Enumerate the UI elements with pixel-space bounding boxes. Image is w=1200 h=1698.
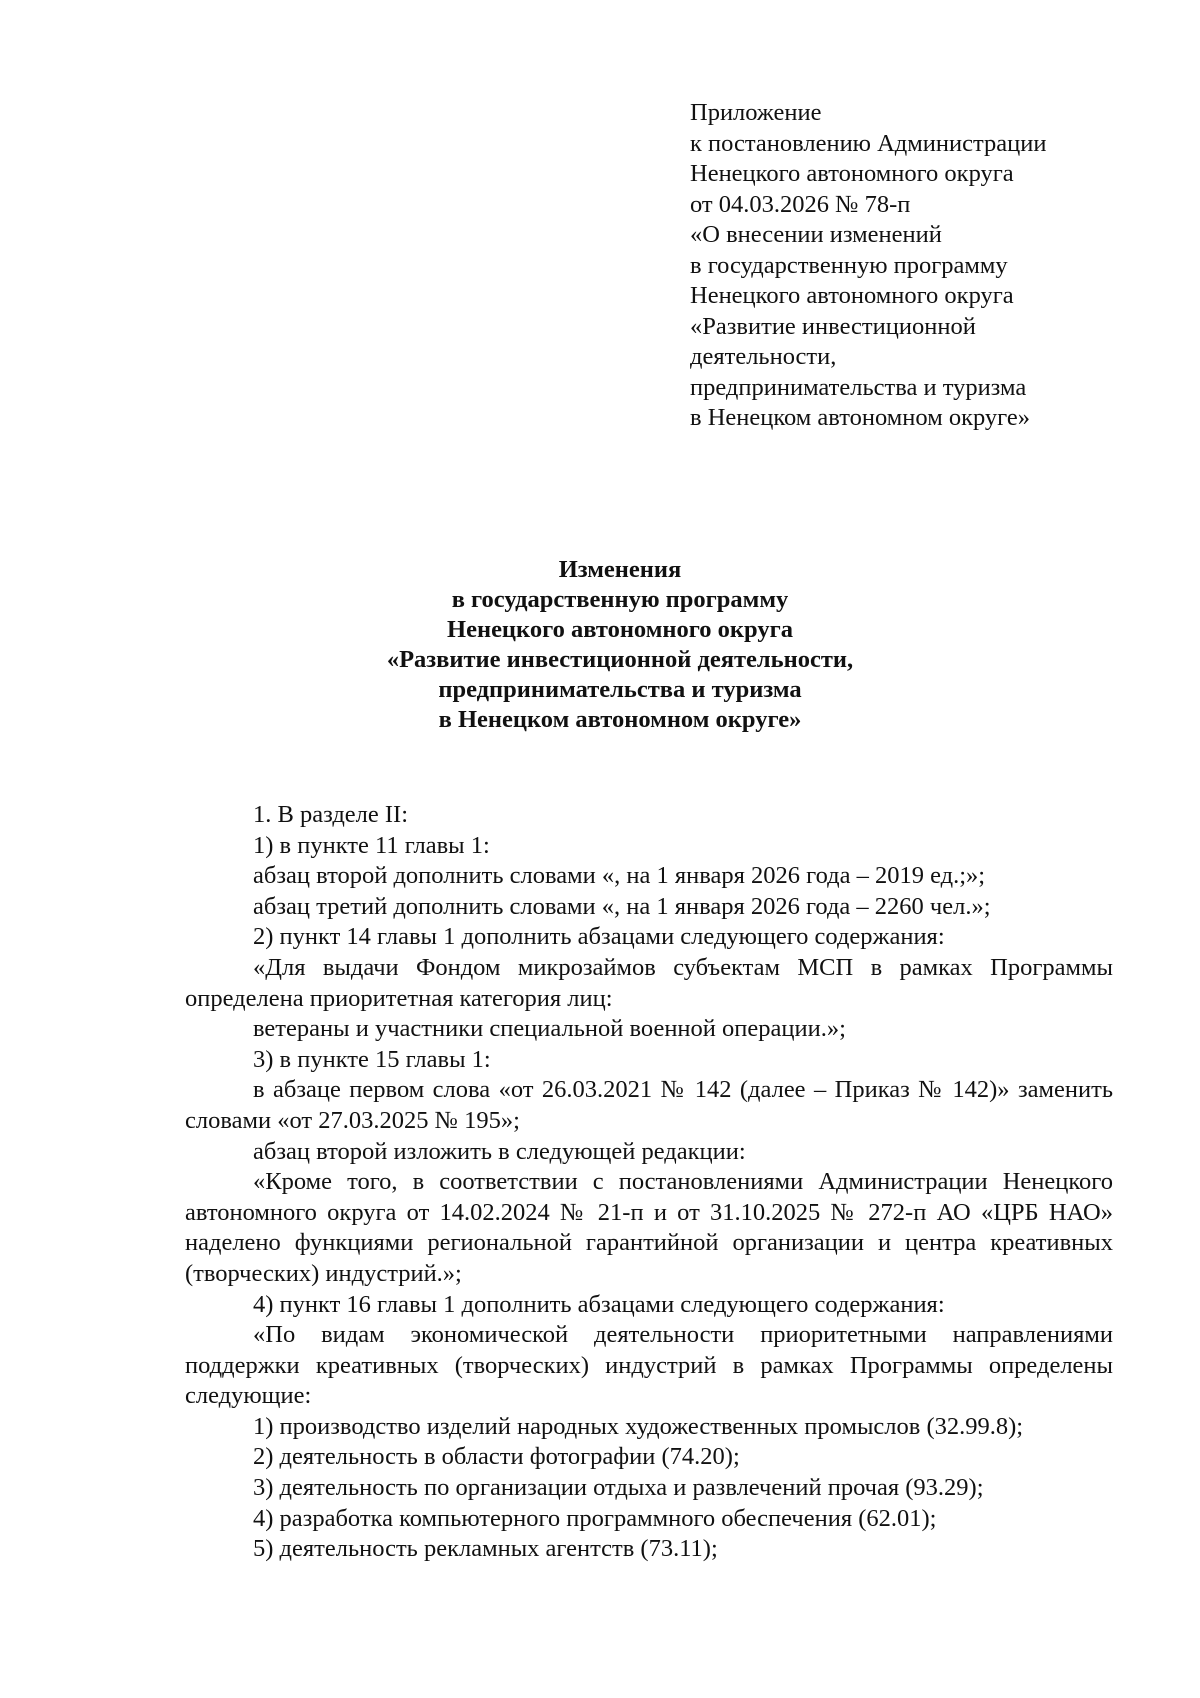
- body-paragraph: 4) пункт 16 главы 1 дополнить абзацами следующего содержания:: [253, 1290, 945, 1318]
- body-paragraph: 1) производство изделий народных художественных промыслов (32.99.8);: [253, 1412, 1024, 1440]
- appendix-line: «Развитие инвестиционной: [690, 312, 976, 340]
- appendix-line: предпринимательства и туризма: [690, 373, 1027, 401]
- title-line: Изменения: [558, 556, 682, 583]
- document-title: [200, 555, 1040, 735]
- title-line: в государственную программу: [451, 586, 789, 613]
- body-paragraph: абзац третий дополнить словами «, на 1 января 2026 года – 2260 чел.»;: [253, 892, 991, 920]
- appendix-line: к постановлению Администрации: [690, 129, 1047, 157]
- title-line: Ненецкого автономного округа: [447, 616, 793, 643]
- body-paragraph: 2) деятельность в области фотографии (74.20);: [253, 1443, 740, 1471]
- appendix-line: Ненецкого автономного округа: [690, 160, 1014, 187]
- body-paragraph: 4) разработка компьютерного программного обеспечения (62.01);: [253, 1504, 937, 1532]
- body-paragraph: ветераны и участники специальной военной операции.»;: [253, 1015, 846, 1043]
- appendix-header: [690, 98, 1170, 434]
- title-line: в Ненецком автономном округе»: [438, 706, 802, 733]
- body-paragraph: «По видам экономической деятельности приоритетными направлениями поддержки креативных (творческих) индустрий в рамках Программы определены следующие:: [185, 1321, 1113, 1410]
- title-line: «Развитие инвестиционной деятельности,: [386, 646, 854, 673]
- appendix-line: от 04.03.2026 № 78-п: [690, 190, 911, 218]
- appendix-line: в государственную программу: [690, 251, 1008, 279]
- appendix-line: Ненецкого автономного округа: [690, 282, 1014, 309]
- appendix-line: «О внесении изменений: [690, 221, 942, 248]
- body-paragraph: «Кроме того, в соответствии с постановлениями Администрации Ненецкого автономного округа от 14.02.2024 № 21-п и от 31.10.2025 № 272-п АО «ЦРБ НАО» наделено функциями региональной гарантийной организации и центра креативных (творческих) индустрий.»;: [185, 1168, 1113, 1287]
- body-paragraph: 3) в пункте 15 главы 1:: [253, 1045, 491, 1073]
- body-paragraph: 2) пункт 14 главы 1 дополнить абзацами следующего содержания:: [253, 923, 945, 951]
- body-paragraph: 3) деятельность по организации отдыха и развлечений прочая (93.29);: [253, 1474, 984, 1502]
- body-paragraph: в абзаце первом слова «от 26.03.2021 № 142 (далее – Приказ № 142)» заменить словами «от 27.03.2025 № 195»;: [185, 1076, 1113, 1134]
- body-paragraph: абзац второй дополнить словами «, на 1 января 2026 года – 2019 ед.;»;: [253, 862, 986, 890]
- document-body: [185, 800, 1113, 1565]
- body-paragraph: 1) в пункте 11 главы 1:: [253, 831, 490, 859]
- appendix-line: в Ненецком автономном округе»: [690, 404, 1030, 431]
- body-paragraph: «Для выдачи Фондом микрозаймов субъектам МСП в рамках Программы определена приоритетная категория лиц:: [185, 953, 1113, 1012]
- body-paragraph: 5) деятельность рекламных агентств (73.11);: [253, 1535, 718, 1563]
- appendix-line: Приложение: [690, 99, 822, 126]
- body-paragraph: абзац второй изложить в следующей редакции:: [253, 1137, 746, 1165]
- appendix-line: деятельности,: [690, 343, 837, 370]
- title-line: предпринимательства и туризма: [438, 676, 802, 703]
- body-paragraph: 1. В разделе II:: [253, 801, 409, 828]
